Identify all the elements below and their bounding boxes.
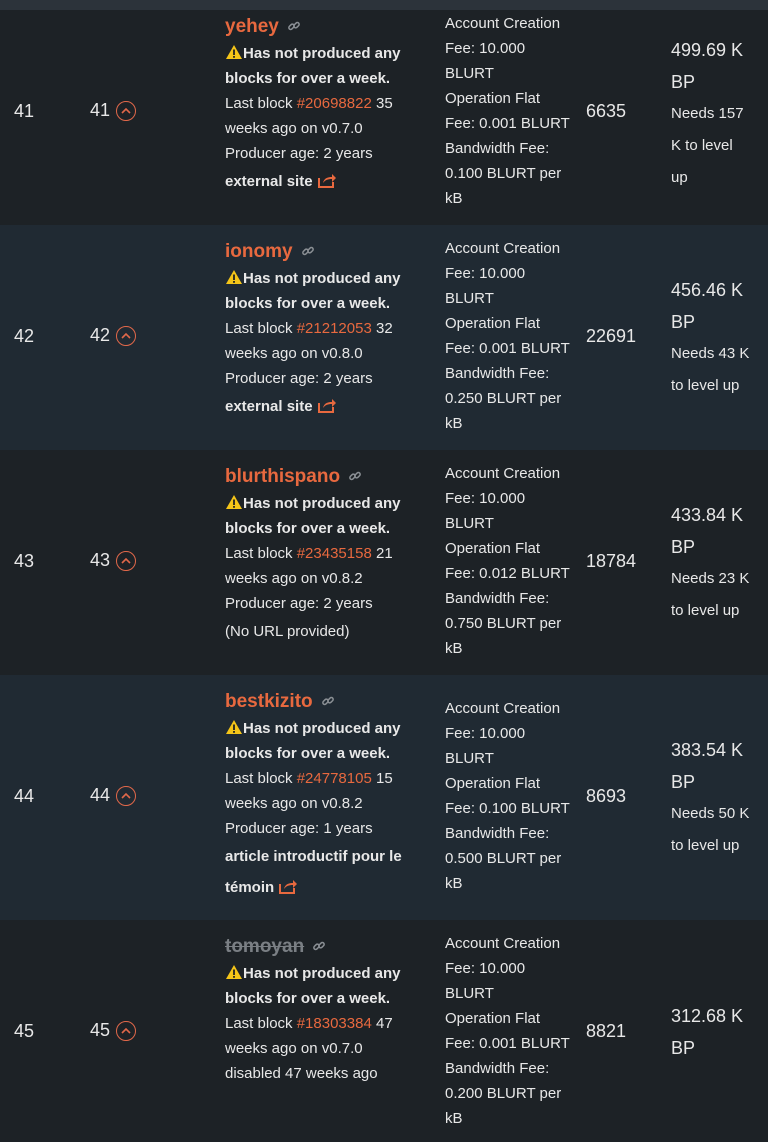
upvote-icon[interactable] [116, 786, 136, 806]
fee-line: kB [445, 190, 463, 207]
votes-count: 6635 [586, 101, 627, 121]
votes-count: 8693 [586, 786, 627, 806]
fee-line: kB [445, 415, 463, 432]
witness-name-link[interactable]: blurthispano [225, 466, 341, 487]
witness-name-link[interactable]: bestkizito [225, 691, 313, 712]
fee-line: Bandwidth Fee: [445, 590, 550, 607]
fee-line: BLURT [445, 515, 494, 532]
needs-line: Needs 157 [671, 105, 744, 122]
needs-line: to level up [671, 377, 740, 394]
last-block-detail: 21 weeks ago on v0.8.2 [225, 544, 393, 587]
table-row [0, 450, 768, 675]
fee-line: 0.500 BLURT per [445, 850, 562, 867]
fees-cell [445, 236, 575, 436]
votes-count: 22691 [586, 326, 637, 346]
inactive-warning: Has not produced any blocks for over a week. [225, 719, 401, 762]
external-link-icon[interactable] [278, 878, 298, 895]
fee-line: Fee: 10.000 [445, 490, 526, 507]
fee-line: Operation Flat [445, 315, 541, 332]
inactive-warning: Has not produced any blocks for over a week. [225, 269, 401, 312]
last-block-link[interactable]: #21212053 [296, 319, 372, 337]
rank: 43 [14, 551, 35, 571]
disabled-status: disabled 47 weeks ago [225, 1064, 378, 1082]
chain-link-icon[interactable] [321, 691, 335, 716]
last-block-detail: 15 weeks ago on v0.8.2 [225, 769, 393, 812]
rank: 41 [14, 101, 35, 121]
fee-line: Account Creation [445, 15, 561, 32]
last-block-detail: 47 weeks ago on v0.7.0 [225, 1014, 393, 1057]
producer-age: Producer age: 2 years [225, 369, 373, 387]
last-block-prefix: Last block [225, 769, 297, 787]
bp-amount: 456.46 K [671, 280, 744, 300]
fee-line: Operation Flat [445, 1010, 541, 1027]
last-block-link[interactable]: #18303384 [296, 1014, 372, 1032]
fee-line: BLURT [445, 750, 494, 767]
fees-cell [445, 931, 575, 1131]
fees-cell [445, 696, 575, 896]
upvote-icon[interactable] [116, 1021, 136, 1041]
fee-line: Fee: 10.000 [445, 960, 526, 977]
warning-icon [225, 964, 243, 980]
vote-cell [90, 785, 136, 806]
last-block-detail: 35 weeks ago on v0.7.0 [225, 94, 393, 137]
warning-icon [225, 494, 243, 510]
fee-line: Bandwidth Fee: [445, 825, 550, 842]
no-url-text: (No URL provided) [225, 622, 350, 640]
fee-line: kB [445, 640, 463, 657]
last-block-prefix: Last block [225, 94, 297, 112]
warning-icon [225, 719, 243, 735]
rank: 45 [14, 1021, 35, 1041]
bp-amount: 433.84 K [671, 505, 744, 525]
last-block-prefix: Last block [225, 319, 297, 337]
bp-unit: BP [671, 1038, 696, 1058]
bp-cell [671, 274, 766, 402]
fee-line: Fee: 10.000 [445, 40, 526, 57]
inactive-warning: Has not produced any blocks for over a week. [225, 44, 401, 87]
table-row [0, 225, 768, 450]
bp-amount: 312.68 K [671, 1006, 744, 1026]
fee-line: 0.200 BLURT per [445, 1085, 562, 1102]
witness-cell [225, 464, 425, 647]
fee-line: Account Creation [445, 935, 561, 952]
fees-cell [445, 11, 575, 211]
witness-name-link[interactable]: tomoyan [225, 936, 305, 957]
fee-line: BLURT [445, 290, 494, 307]
needs-line: K to level [671, 137, 733, 154]
upvote-icon[interactable] [116, 326, 136, 346]
fee-line: kB [445, 875, 463, 892]
votes-count: 8821 [586, 1021, 627, 1041]
needs-line: up [671, 169, 688, 186]
fee-line: Fee: 0.100 BLURT [445, 800, 570, 817]
fee-line: Fee: 0.001 BLURT [445, 1035, 570, 1052]
bp-unit: BP [671, 312, 696, 332]
fee-line: Account Creation [445, 700, 561, 717]
vote-rank: 42 [90, 325, 111, 345]
last-block-link[interactable]: #24778105 [296, 769, 372, 787]
bp-amount: 383.54 K [671, 740, 744, 760]
fee-line: Fee: 0.001 BLURT [445, 115, 570, 132]
rank: 42 [14, 326, 35, 346]
bp-cell [671, 1000, 766, 1064]
last-block-link[interactable]: #23435158 [296, 544, 372, 562]
chain-link-icon[interactable] [312, 936, 326, 961]
external-link-icon[interactable] [317, 172, 337, 189]
votes-count: 18784 [586, 551, 637, 571]
needs-line: Needs 23 K [671, 570, 750, 587]
needs-line: Needs 43 K [671, 345, 750, 362]
fee-line: Fee: 0.012 BLURT [445, 565, 570, 582]
witness-cell [225, 14, 425, 197]
needs-line: to level up [671, 602, 740, 619]
witness-cell [225, 689, 425, 903]
upvote-icon[interactable] [116, 101, 136, 121]
needs-line: Needs 50 K [671, 805, 750, 822]
bp-cell [671, 499, 766, 627]
table-row [0, 675, 768, 920]
fee-line: Operation Flat [445, 775, 541, 792]
fee-line: 0.100 BLURT per [445, 165, 562, 182]
bp-unit: BP [671, 72, 696, 92]
chain-link-icon[interactable] [301, 241, 315, 266]
needs-line: to level up [671, 837, 740, 854]
bp-cell [671, 34, 766, 194]
vote-cell [90, 1020, 136, 1041]
inactive-warning: Has not produced any blocks for over a week. [225, 494, 401, 537]
last-block-prefix: Last block [225, 1014, 297, 1032]
witness-cell [225, 239, 425, 422]
last-block-prefix: Last block [225, 544, 297, 562]
bp-unit: BP [671, 537, 696, 557]
vote-cell [90, 100, 136, 121]
fee-line: Fee: 10.000 [445, 725, 526, 742]
witness-cell [225, 934, 425, 1086]
inactive-warning: Has not produced any blocks for over a week. [225, 964, 401, 1007]
external-site-link[interactable]: external site [225, 172, 313, 190]
producer-age: Producer age: 1 years [225, 819, 373, 837]
fee-line: Operation Flat [445, 540, 541, 557]
external-site-link[interactable]: article introductif pour le témoin [225, 847, 402, 896]
producer-age: Producer age: 2 years [225, 594, 373, 612]
warning-icon [225, 44, 243, 60]
fee-line: Account Creation [445, 465, 561, 482]
table-row [0, 920, 768, 1142]
fees-cell [445, 461, 575, 661]
witness-name-link[interactable]: yehey [225, 16, 279, 37]
fee-line: 0.250 BLURT per [445, 390, 562, 407]
vote-cell [90, 325, 136, 346]
producer-age: Producer age: 2 years [225, 144, 373, 162]
witness-name-link[interactable]: ionomy [225, 241, 293, 262]
fee-line: Bandwidth Fee: [445, 365, 550, 382]
fee-line: 0.750 BLURT per [445, 615, 562, 632]
fee-line: Fee: 0.001 BLURT [445, 340, 570, 357]
bp-unit: BP [671, 772, 696, 792]
vote-rank: 41 [90, 100, 111, 120]
fee-line: BLURT [445, 65, 494, 82]
fee-line: Fee: 10.000 [445, 265, 526, 282]
chain-link-icon[interactable] [348, 466, 362, 491]
fee-line: Bandwidth Fee: [445, 1060, 550, 1077]
upvote-icon[interactable] [116, 551, 136, 571]
bp-cell [671, 734, 766, 862]
chain-link-icon[interactable] [287, 16, 301, 41]
rank: 44 [14, 786, 35, 806]
fee-line: Account Creation [445, 240, 561, 257]
fee-line: kB [445, 1110, 463, 1127]
vote-cell [90, 550, 136, 571]
fee-line: Bandwidth Fee: [445, 140, 550, 157]
vote-rank: 44 [90, 785, 111, 805]
external-link-icon[interactable] [317, 397, 337, 414]
vote-rank: 43 [90, 550, 111, 570]
table-row [0, 10, 768, 225]
vote-rank: 45 [90, 1020, 111, 1040]
last-block-link[interactable]: #20698822 [296, 94, 372, 112]
last-block-detail: 32 weeks ago on v0.8.0 [225, 319, 393, 362]
fee-line: Operation Flat [445, 90, 541, 107]
fee-line: BLURT [445, 985, 494, 1002]
warning-icon [225, 269, 243, 285]
external-site-link[interactable]: external site [225, 397, 313, 415]
bp-amount: 499.69 K [671, 40, 744, 60]
